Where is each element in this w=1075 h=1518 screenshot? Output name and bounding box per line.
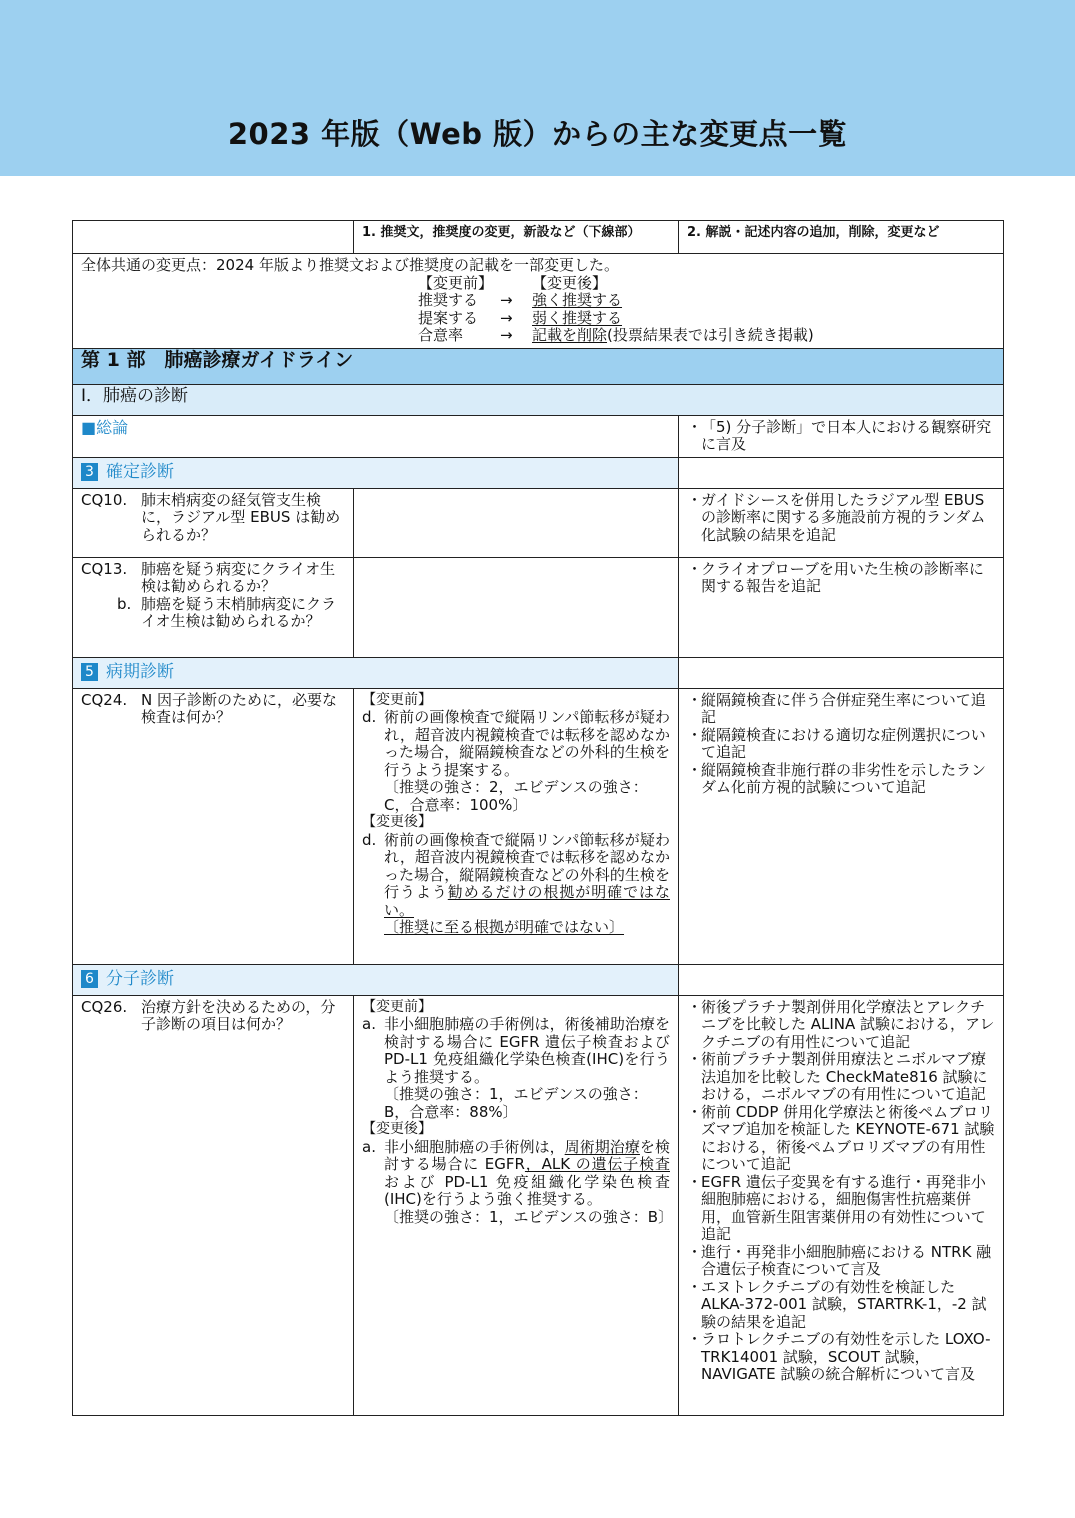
changes-table	[72, 220, 1004, 1416]
cq26-recommendation-cell: 【変更前】 a. 非小細胞肺癌の手術例は，術後補助治療を検討する場合に EGFR 遺伝子検査および PD-L1 免疫組織化学染色検査(IHC)を行うよう推奨する。 〔推奨の強さ：1，エビデンスの強さ：B，合意率：88%〕 【変更後】 a. 非小細胞肺癌の手術例は，周術期治療を検討する場合に EGFR，ALK の遺伝子検査および PD-L1 免疫組織化学染色検査(IHC)を行うよう強く推奨する。 〔推奨の強さ：1，エビデンスの強さ：B〕	[354, 995, 679, 1415]
cq10-row	[73, 488, 1004, 557]
soron-label: ■総論	[73, 415, 679, 457]
arrow-icon: →	[500, 291, 513, 309]
section-heading: 3 確定診断	[73, 457, 679, 488]
page-title: 2023 年版（Web 版）からの主な変更点一覧	[227, 117, 848, 151]
section-heading: 5 病期診断	[73, 657, 679, 688]
section-row	[73, 964, 1004, 995]
section-row	[73, 457, 1004, 488]
cq26-notes: ・ 術後プラチナ製剤併用化学療法とアレクチニブを比較した ALINA 試験における，アレクチニブの有用性について追記 ・ 術前プラチナ製剤併用療法とニボルマブ療法追加を比較した CheckMate816 試験における，ニボルマブの有用性について追記 ・ 術前 CDDP 併用化学療法と術後ペムブロリズマブ追加を検証した KEYNOTE-671 試験における，術後ペムブロリズマブの有用性について追記 ・ EGFR 遺伝子変異を有する進行・再発非小細胞肺癌における，細胞傷害性抗癌薬併用，血管新生阻害薬併用の有効性について追記 ・ 進行・再発非小細胞肺癌における NTRK 融合遺伝子検査について言及 ・ エヌトレクチニブの有効性を検証した ALKA-372-001 試験，STARTRK-1，-2 試験の結果を追記 ・ ラロトレクチニブの有効性を示した LOXO-TRK14001 試験，SCOUT 試験，NAVIGATE 試験の統合解析について言及	[679, 995, 1004, 1415]
cq24-recommendation-cell: 【変更前】 d. 術前の画像検査で縦隔リンパ節転移が疑われ，超音波内視鏡検査では転移を認めなかった場合，縦隔鏡検査などの外科的生検を行うよう提案する。 〔推奨の強さ：2，エビデンスの強さ：C，合意率：100%〕 【変更後】 d. 術前の画像検査で縦隔リンパ節転移が疑われ，超音波内視鏡検査では転移を認めなかった場合，縦隔鏡検査などの外科的生検を行うよう勧めるだけの根拠が明確ではない。 〔推奨に至る根拠が明確ではない〕	[354, 688, 679, 964]
section-number: 5	[81, 663, 98, 681]
cq13-notes: ・ クライオプローブを用いた生検の診断率に関する報告を追記	[679, 557, 1004, 657]
cq24-question-cell: CQ24. N 因子診断のために，必要な検査は何か？	[73, 688, 354, 964]
cq13-row	[73, 557, 1004, 657]
before-label: 【変更前】	[418, 273, 494, 292]
part-heading: 第 1 部 肺癌診療ガイドライン	[73, 348, 1004, 384]
change-row: 推奨する → 強く推奨する	[418, 291, 623, 309]
arrow-icon: →	[500, 308, 513, 327]
chapter-heading: Ⅰ．肺癌の診断	[73, 384, 1004, 415]
change-list	[81, 275, 995, 345]
header-col3: 2. 解説・記述内容の追加，削除，変更など	[679, 221, 1004, 254]
header-col1	[73, 221, 354, 254]
soron-notes: ・ 「5) 分子診断」で日本人における観察研究に言及	[679, 415, 1004, 457]
cq10-notes: ・ ガイドシースを併用したラジアル型 EBUS の診断率に関する多施設前方視的ランダム化試験の結果を追記	[679, 488, 1004, 557]
chapter-heading-row	[73, 384, 1004, 415]
after-label: 【変更後】	[532, 273, 608, 292]
section-row	[73, 657, 1004, 688]
cq24-notes: ・ 縦隔鏡検査に伴う合併症発生率について追記 ・ 縦隔鏡検査における適切な症例選択について追記 ・ 縦隔鏡検査非施行群の非劣性を示したランダム化前方視的試験について追記	[679, 688, 1004, 964]
common-intro: 全体共通の変更点：2024 年版より推奨文および推奨度の記載を一部変更した。	[81, 256, 619, 274]
cq24-row	[73, 688, 1004, 964]
cq26-row	[73, 995, 1004, 1415]
section-number: 6	[81, 970, 98, 988]
change-row: 提案する → 弱く推奨する	[418, 308, 623, 327]
section-number: 3	[81, 463, 98, 481]
part-heading-row	[73, 348, 1004, 384]
table-header-row	[73, 221, 1004, 254]
cq10-recommendation-cell	[354, 488, 679, 557]
cq13-question-cell: CQ13. 肺癌を疑う病変にクライオ生検は勧められるか？ b. 肺癌を疑う末梢肺病変にクライオ生検は勧められるか？	[73, 557, 354, 657]
change-labels	[418, 275, 995, 293]
cq26-question-cell: CQ26. 治療方針を決めるための，分子診断の項目は何か？	[73, 995, 354, 1415]
section-heading: 6 分子診断	[73, 964, 679, 995]
cq13-recommendation-cell	[354, 557, 679, 657]
change-row: 合意率 → 記載を削除(投票結果表では引き続き掲載)	[418, 326, 814, 344]
soron-row	[73, 415, 1004, 457]
title-banner	[0, 0, 1075, 176]
common-changes-row	[73, 254, 1004, 349]
header-col2: 1. 推奨文，推奨度の変更，新設など（下線部）	[354, 221, 679, 254]
common-changes-cell	[73, 254, 1004, 349]
arrow-icon: →	[500, 326, 513, 344]
cq10-question-cell: CQ10. 肺末梢病変の経気管支生検に，ラジアル型 EBUS は勧められるか？	[73, 488, 354, 557]
